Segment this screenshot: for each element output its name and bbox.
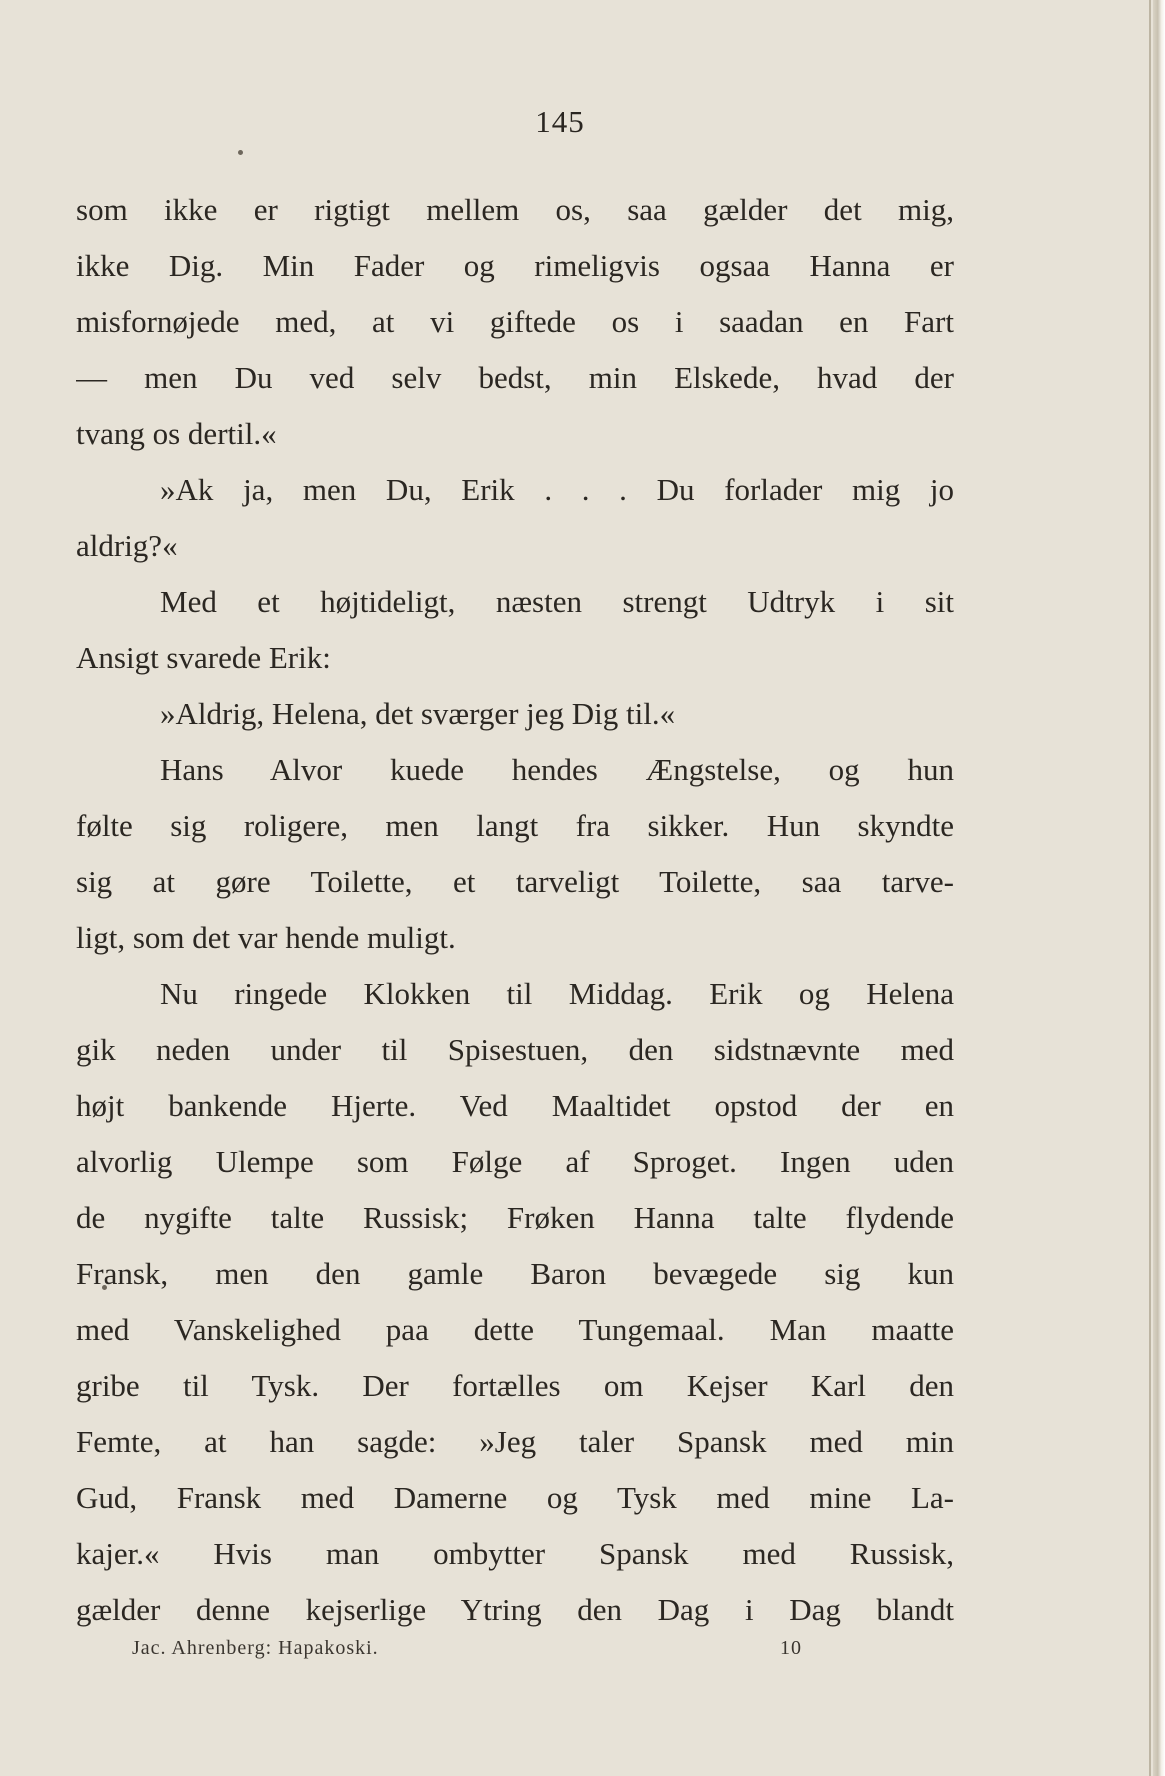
text-line: sig at gøre Toilette, et tarveligt Toilette, saa tarve- [76, 864, 954, 899]
text-line: Hans Alvor kuede hendes Ængstelse, og hun [160, 752, 954, 787]
text-line: »Ak ja, men Du, Erik . . . Du forlader mig jo [160, 472, 954, 507]
text-line: følte sig roligere, men langt fra sikker. Hun skyndte [76, 808, 954, 843]
print-speck [238, 150, 243, 155]
text-line: med Vanskelighed paa dette Tungemaal. Man maatte [76, 1312, 954, 1347]
text-line: højt bankende Hjerte. Ved Maaltidet opstod der en [76, 1088, 954, 1123]
text-line: misfornøjede med, at vi giftede os i saadan en Fart [76, 304, 954, 339]
text-line: Ansigt svarede Erik: [76, 640, 331, 675]
text-line: Gud, Fransk med Damerne og Tysk med mine La- [76, 1480, 954, 1515]
text-line: aldrig?« [76, 528, 178, 563]
text-line: tvang os dertil.« [76, 416, 277, 451]
text-line: de nygifte talte Russisk; Frøken Hanna talte flydende [76, 1200, 954, 1235]
text-line: gribe til Tysk. Der fortælles om Kejser Karl den [76, 1368, 954, 1403]
text-line: alvorlig Ulempe som Følge af Sproget. Ingen uden [76, 1144, 954, 1179]
page-footer [132, 1637, 812, 1667]
footer-signature: Jac. Ahrenberg: Hapakoski. [132, 1637, 379, 1659]
text-line: som ikke er rigtigt mellem os, saa gælder det mig, [76, 192, 954, 227]
text-line: Fransk, men den gamle Baron bevægede sig kun [76, 1256, 954, 1291]
text-line: ligt, som det var hende muligt. [76, 920, 456, 955]
page-number: 145 [535, 104, 585, 139]
body-text [76, 182, 954, 1638]
text-line: kajer.« Hvis man ombytter Spansk med Russisk, [76, 1536, 954, 1571]
text-line: Nu ringede Klokken til Middag. Erik og Helena [160, 976, 954, 1011]
page-edge-line [1149, 0, 1151, 1776]
text-line: gik neden under til Spisestuen, den sidstnævnte med [76, 1032, 954, 1067]
text-line: »Aldrig, Helena, det sværger jeg Dig til.« [160, 696, 676, 731]
footer-sheet-number: 10 [780, 1637, 802, 1659]
text-line: Femte, at han sagde: »Jeg taler Spansk med min [76, 1424, 954, 1459]
text-line: — men Du ved selv bedst, min Elskede, hvad der [76, 360, 954, 395]
text-line: gælder denne kejserlige Ytring den Dag i Dag blandt [76, 1592, 954, 1627]
text-line: Med et højtideligt, næsten strengt Udtryk i sit [160, 584, 954, 619]
page-edge [1153, 0, 1165, 1776]
text-line: ikke Dig. Min Fader og rimeligvis ogsaa Hanna er [76, 248, 954, 283]
